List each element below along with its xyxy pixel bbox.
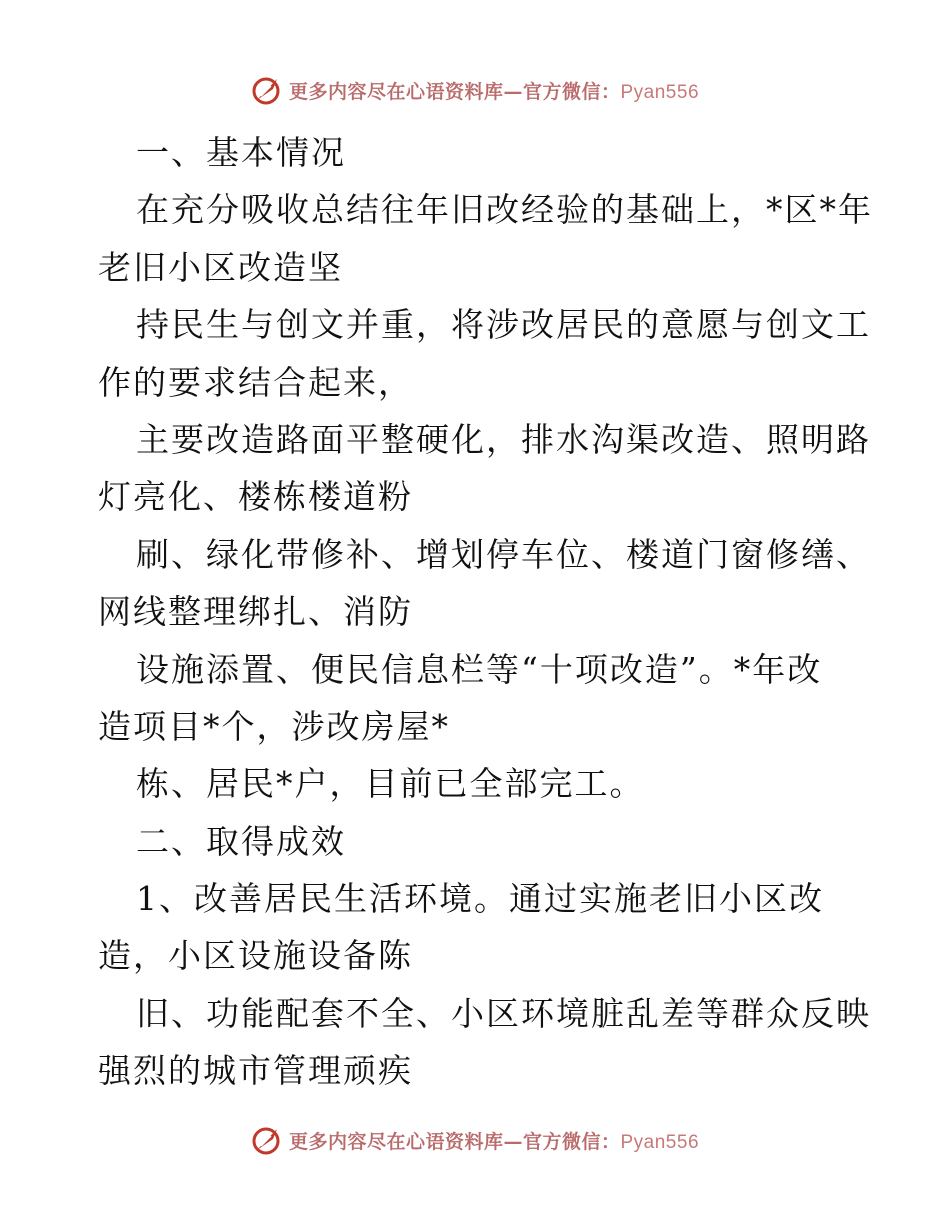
paragraph-line: 造，小区设施设备陈	[98, 936, 413, 976]
watermark-id: Pyan556	[620, 81, 700, 103]
paragraph-line: 旧、功能配套不全、小区环境脏乱差等群众反映	[136, 993, 871, 1033]
paragraph-line: 栋、居民*户，目前已全部完工。	[136, 764, 645, 804]
paragraph-line: 造项目*个，涉改房屋*	[98, 706, 450, 746]
paragraph-line: 网线整理绑扎、消防	[98, 592, 413, 632]
paragraph-line: 在充分吸收总结往年旧改经验的基础上，*区*年	[136, 190, 873, 230]
watermark-id: Pyan556	[620, 1131, 700, 1153]
paragraph-line: 灯亮化、楼栋楼道粉	[98, 477, 413, 517]
paragraph-line: 设施添置、便民信息栏等“十项改造”。*年改	[136, 649, 823, 689]
paragraph-line: 持民生与创文并重，将涉改居民的意愿与创文工	[136, 305, 871, 345]
paragraph-line: 刷、绿化带修补、增划停车位、楼道门窗修缮、	[136, 534, 871, 574]
watermark-text: 更多内容尽在心语资料库—官方微信：	[288, 1130, 621, 1153]
watermark-text: 更多内容尽在心语资料库—官方微信：	[288, 80, 621, 103]
paragraph-line: 主要改造路面平整硬化，排水沟渠改造、照明路	[136, 419, 871, 459]
paragraph-line: 一、基本情况	[136, 133, 346, 172]
paragraph-line: 强烈的城市管理顽疾	[98, 1051, 413, 1091]
paragraph-line: 1、改善居民生活环境。通过实施老旧小区改	[136, 879, 824, 919]
paragraph-line: 老旧小区改造坚	[98, 247, 343, 287]
header-watermark	[0, 70, 950, 110]
feather-quill-logo-icon	[251, 74, 283, 106]
footer-watermark	[0, 1120, 950, 1160]
paragraph-line: 二、取得成效	[136, 821, 346, 861]
document-body	[98, 124, 873, 1100]
feather-quill-logo-icon	[251, 1124, 283, 1156]
paragraph-line: 作的要求结合起来，	[98, 362, 413, 402]
